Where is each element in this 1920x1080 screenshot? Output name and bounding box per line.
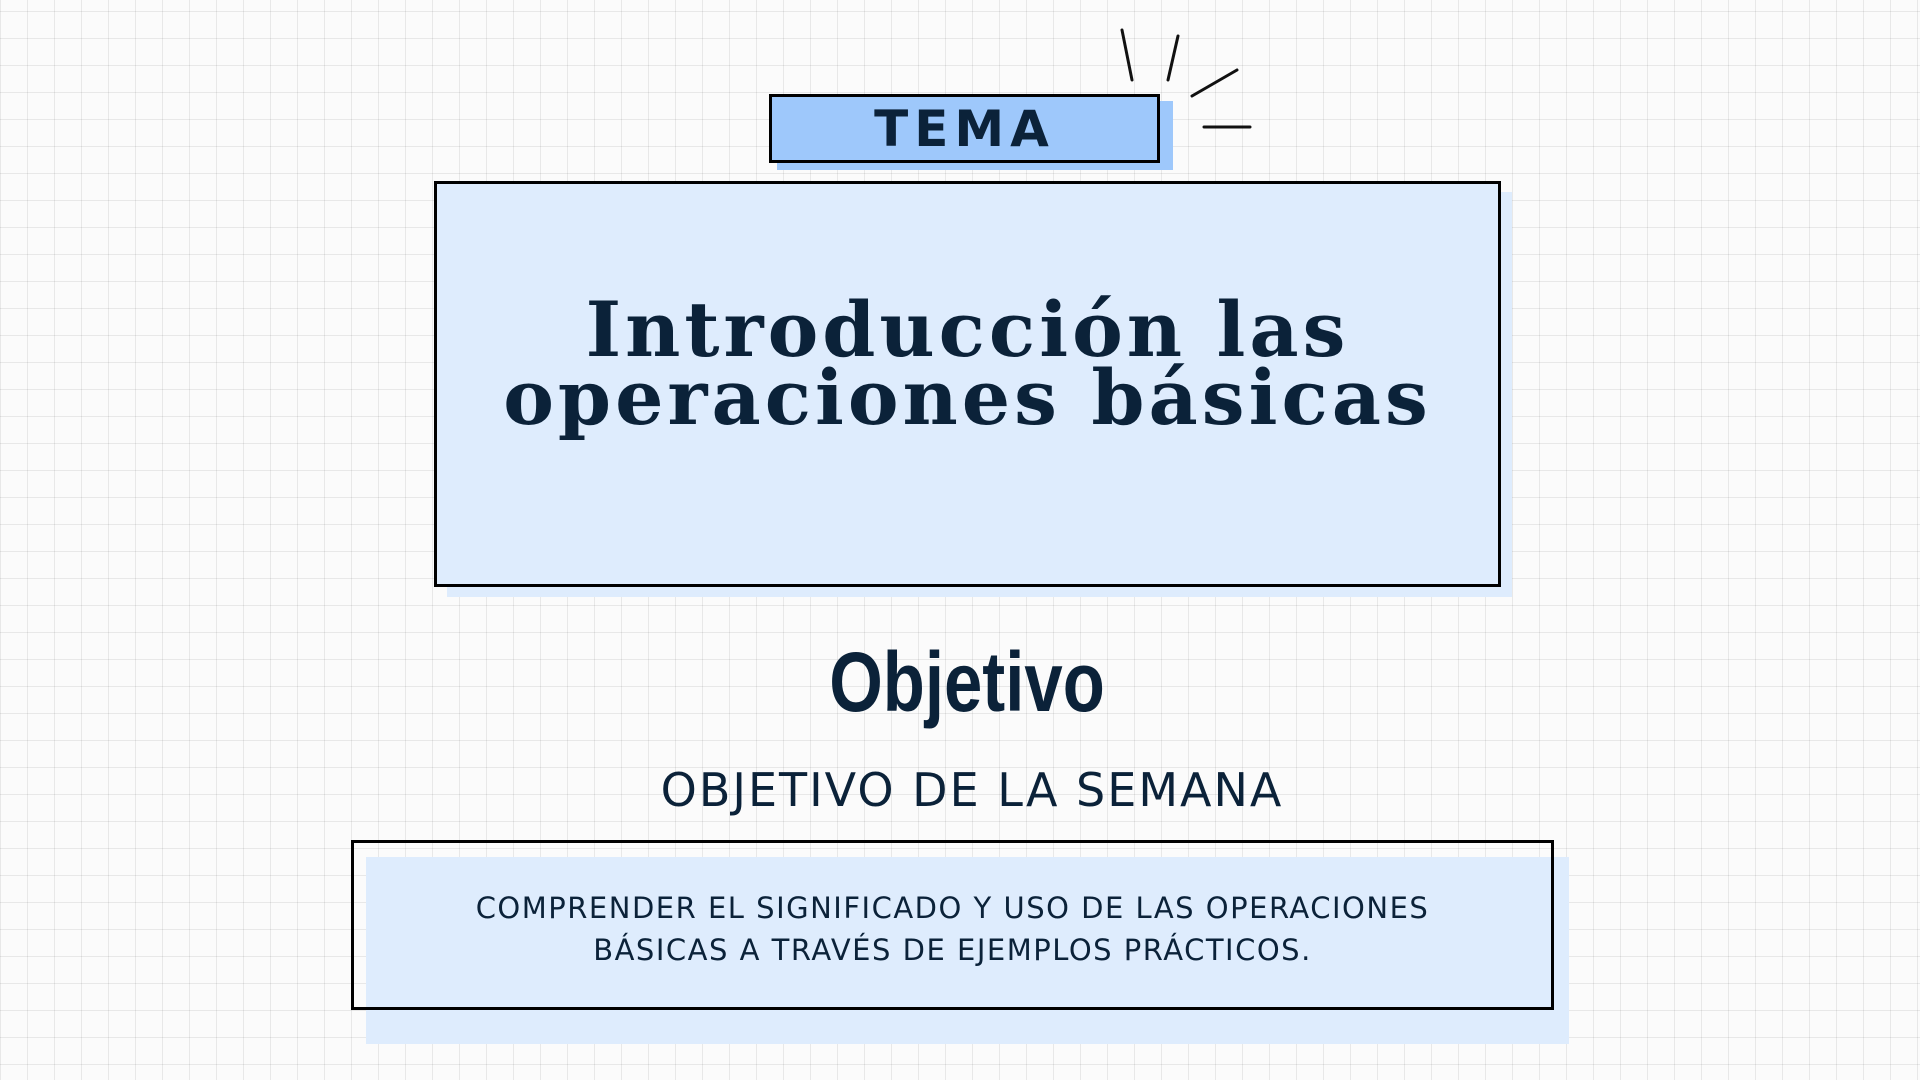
description-line-2: BÁSICAS A TRAVÉS DE EJEMPLOS PRÁCTICOS. (593, 933, 1312, 967)
title-line-2: operaciones básicas (503, 353, 1432, 442)
objective-description (351, 887, 1554, 971)
objective-subtitle: OBJETIVO DE LA SEMANA (660, 763, 1284, 817)
description-line-1: COMPRENDER EL SIGNIFICADO Y USO DE LAS OPERACIONES (475, 891, 1430, 925)
page-title (434, 285, 1501, 442)
title-line-1: Introducción las (585, 285, 1350, 374)
topic-badge-label: TEMA (874, 99, 1055, 158)
topic-badge (769, 94, 1160, 163)
objective-heading: Objetivo (829, 635, 1105, 729)
